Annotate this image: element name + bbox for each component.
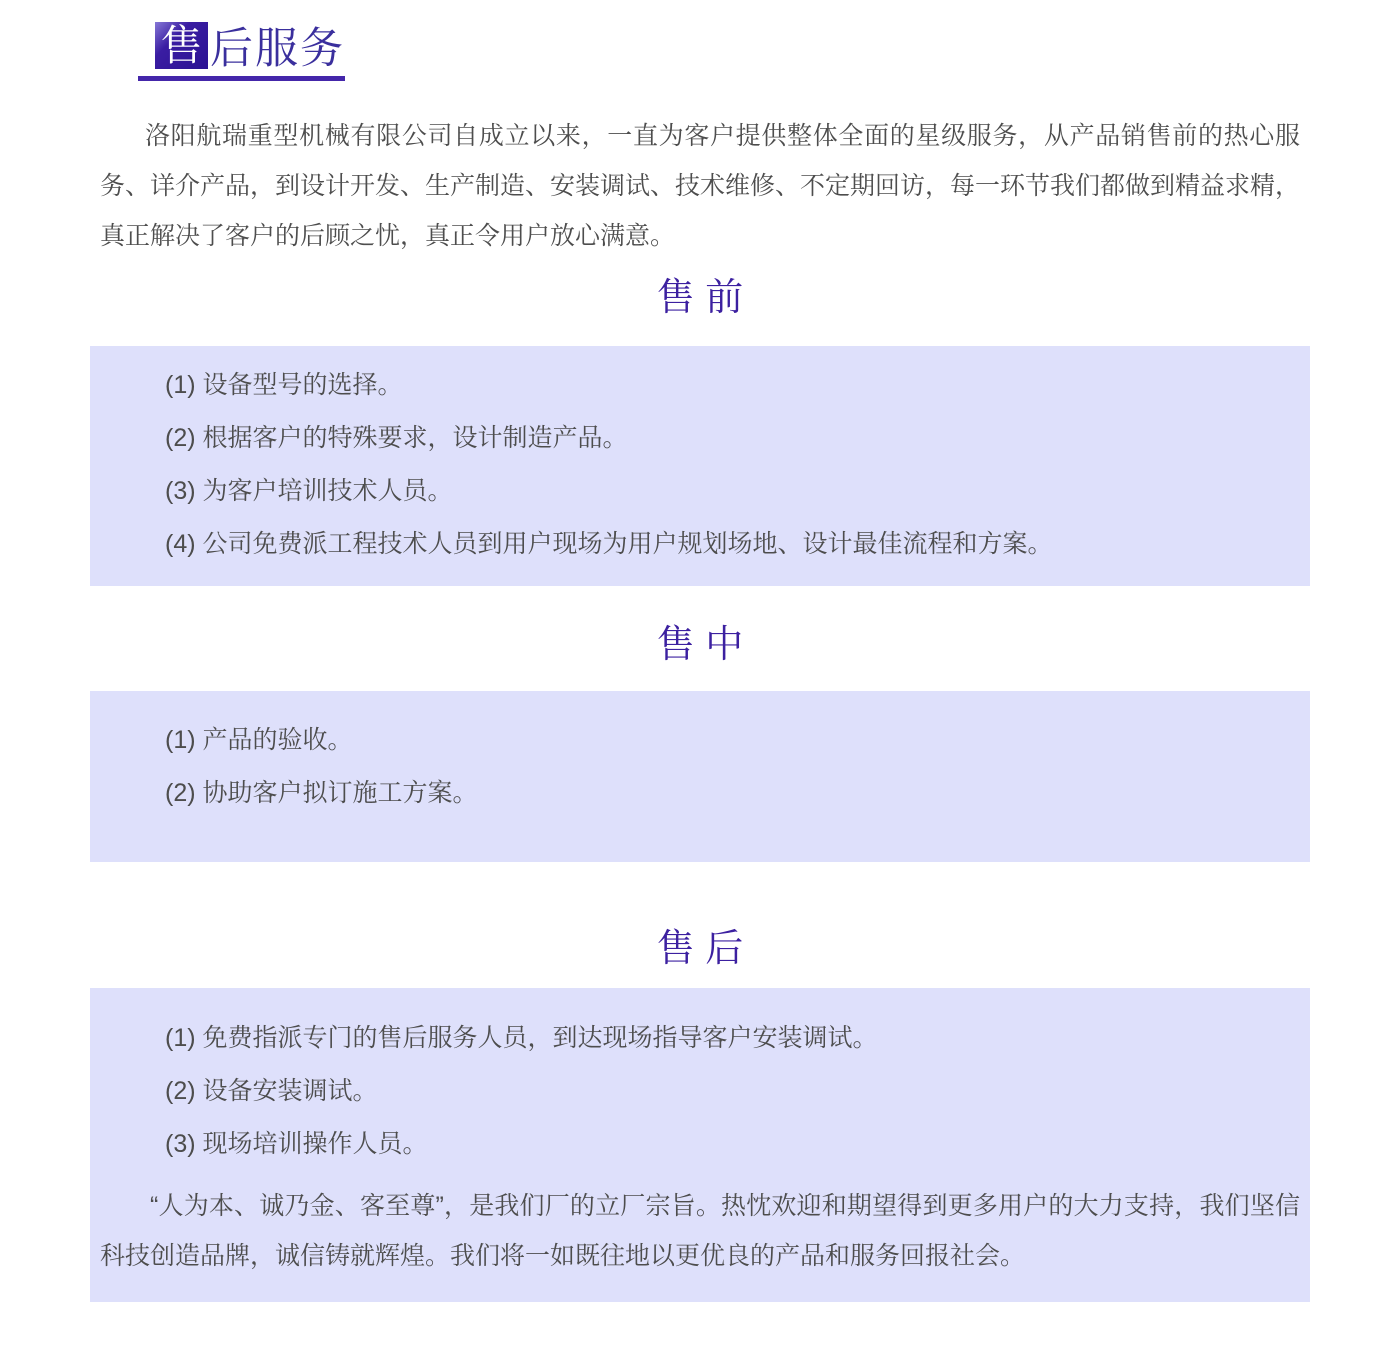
section-heading-after-sale: 售 后 — [656, 928, 744, 970]
intro-paragraph: 洛阳航瑞重型机械有限公司自成立以来，一直为客户提供整体全面的星级服务，从产品销售前的热心服务、详介产品，到设计开发、生产制造、安装调试、技术维修、不定期回访，每一环节我们都做到精益求精，真正解决了客户的后顾之忧，真正令用户放心满意。 — [100, 122, 1301, 250]
list-item: (2) 协助客户拟订施工方案。 — [165, 779, 478, 807]
title-underline — [138, 76, 345, 81]
after-sale-list — [90, 1012, 1310, 1171]
section-heading-mid-sale: 售 中 — [656, 624, 744, 666]
pre-sale-panel — [90, 346, 1310, 586]
page-title — [138, 22, 345, 81]
pre-sale-list — [90, 359, 1310, 571]
title-highlight-box: 售 — [155, 22, 208, 69]
mid-sale-panel — [90, 691, 1310, 862]
list-item: (2) 设备安装调试。 — [165, 1077, 378, 1105]
list-item: (4) 公司免费派工程技术人员到用户现场为用户规划场地、设计最佳流程和方案。 — [165, 530, 1053, 558]
list-item: (1) 产品的验收。 — [165, 726, 353, 754]
page-title-row — [138, 22, 345, 73]
page-title-text: 后服务 — [210, 25, 345, 73]
list-item: (2) 根据客户的特殊要求，设计制造产品。 — [165, 424, 628, 452]
section-heading-pre-sale: 售 前 — [656, 277, 744, 319]
list-item: (3) 现场培训操作人员。 — [165, 1130, 428, 1158]
after-sale-panel — [90, 988, 1310, 1302]
list-item: (1) 免费指派专门的售后服务人员，到达现场指导客户安装调试。 — [165, 1024, 878, 1052]
list-item: (3) 为客户培训技术人员。 — [165, 477, 453, 505]
closing-paragraph: “人为本、诚乃金、客至尊”，是我们厂的立厂宗旨。热忱欢迎和期望得到更多用户的大力支持，我们坚信科技创造品牌，诚信铸就辉煌。我们将一如既往地以更优良的产品和服务回报社会。 — [100, 1192, 1300, 1270]
mid-sale-list — [90, 714, 1310, 820]
list-item: (1) 设备型号的选择。 — [165, 371, 403, 399]
